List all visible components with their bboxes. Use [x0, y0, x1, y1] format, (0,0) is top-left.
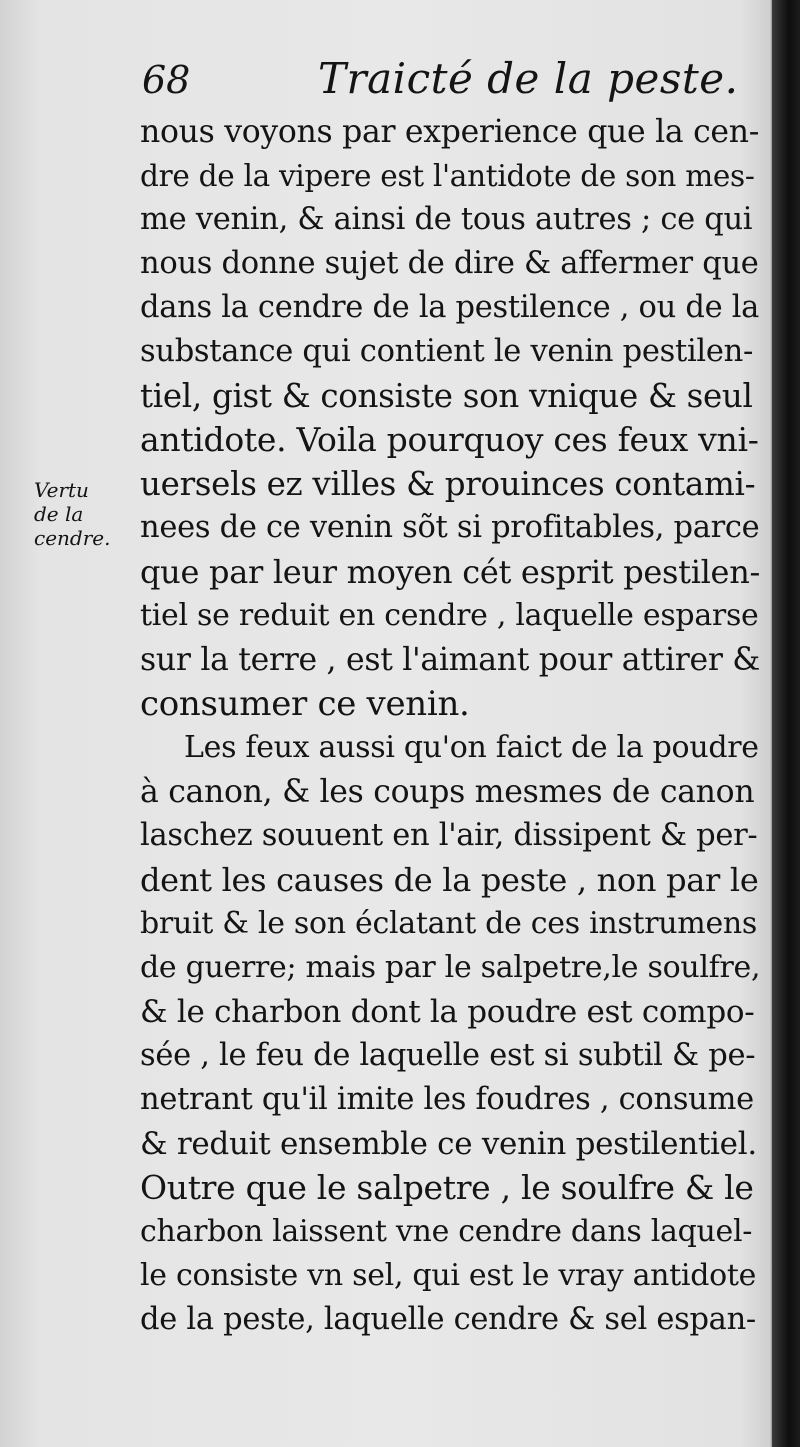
text-line: substance qui contient le venin pestilen- — [140, 334, 753, 369]
text-line: & le charbon dont la poudre est compo- — [140, 994, 755, 1030]
text-line: tiel se reduit en cendre , laquelle esparse — [140, 598, 759, 633]
text-line: & reduit ensemble ce venin pestilentiel. — [140, 1126, 757, 1162]
text-line: uersels ez villes & prouinces contami- — [140, 465, 756, 503]
page-number: 68 — [142, 58, 191, 102]
running-title: Traicté de la peste. — [318, 54, 739, 103]
text-line: sur la terre , est l'aimant pour attirer & — [140, 642, 761, 678]
paragraph-start-line: Les feux aussi qu'on faict de la poudre — [184, 730, 759, 765]
text-line: antidote. Voila pourquoy ces feux vni- — [140, 420, 759, 459]
text-line: nous voyons par experience que la cen- — [140, 114, 760, 150]
text-line: nous donne sujet de dire & affermer que — [140, 246, 759, 281]
text-line: le consiste vn sel, qui est le vray antidote — [140, 1258, 757, 1293]
text-line: dre de la vipere est l'antidote de son mes- — [140, 159, 755, 193]
page-header — [140, 52, 760, 112]
text-line: dent les causes de la peste , non par le — [140, 861, 759, 899]
margin-note-line: de la — [34, 502, 84, 526]
text-line: charbon laissent vne cendre dans laquel- — [140, 1214, 753, 1249]
margin-note-line: cendre. — [34, 526, 111, 550]
page-fold-shadow — [772, 0, 800, 1447]
text-line: sée , le feu de laquelle est si subtil & pe- — [140, 1038, 756, 1073]
text-line: que par leur moyen cét esprit pestilen- — [140, 553, 761, 591]
text-line: Outre que le salpetre , le soulfre & le — [140, 1168, 754, 1207]
text-line: de guerre; mais par le salpetre,le soulfre, — [140, 950, 761, 985]
text-line: bruit & le son éclatant de ces instrumens — [140, 906, 758, 941]
text-line: tiel, gist & consiste son vnique & seul — [140, 377, 753, 415]
text-line: laschez souuent en l'air, dissipent & per- — [140, 818, 758, 853]
text-line: dans la cendre de la pestilence , ou de la — [140, 290, 760, 325]
text-line: me venin, & ainsi de tous autres ; ce qui — [140, 202, 753, 237]
margin-note — [34, 478, 124, 550]
text-line: à canon, & les coups mesmes de canon — [140, 774, 755, 810]
text-line: consumer ce venin. — [140, 684, 470, 724]
text-line: de la peste, laquelle cendre & sel espan- — [140, 1302, 756, 1337]
margin-note-line: Vertu — [34, 478, 89, 502]
text-line: nees de ce venin sõt si profitables, parce — [140, 510, 760, 545]
text-line: netrant qu'il imite les foudres , consume — [140, 1082, 754, 1117]
